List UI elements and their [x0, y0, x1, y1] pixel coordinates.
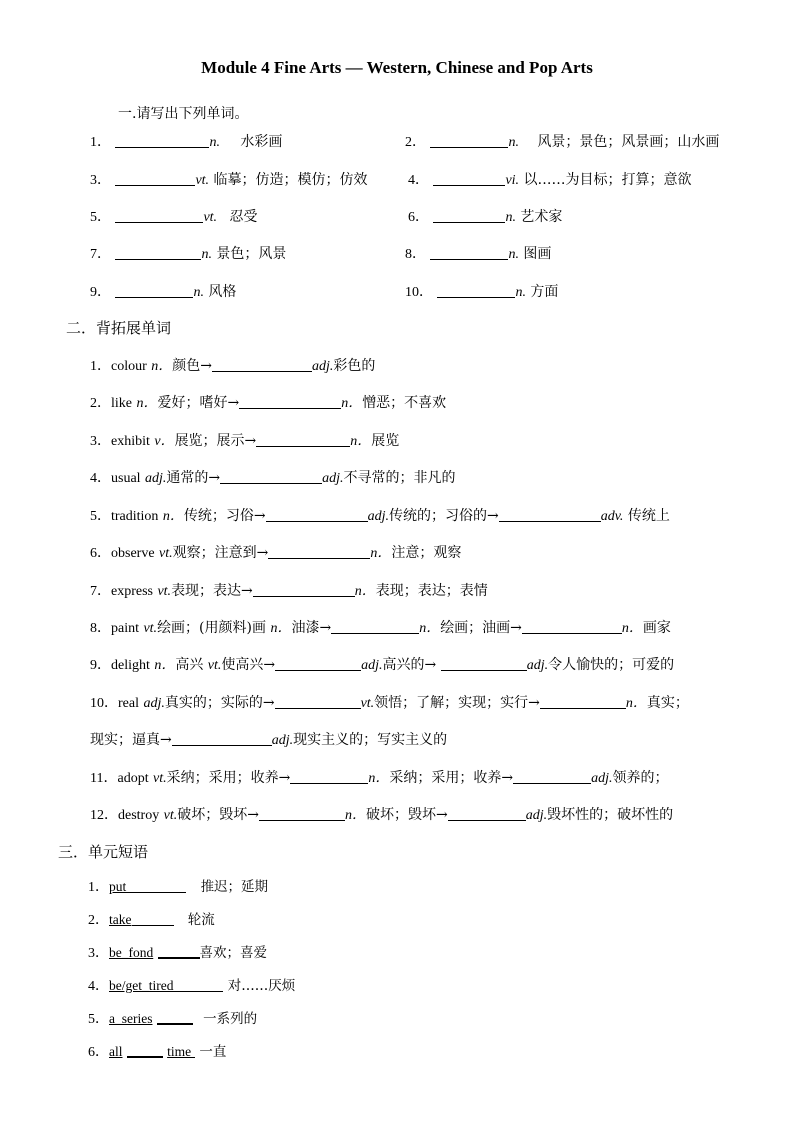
answer-blank[interactable] [448, 806, 526, 821]
answer-blank[interactable] [433, 171, 505, 186]
answer-blank[interactable] [115, 171, 195, 186]
section2-heading: 二．背拓展单词 [66, 319, 172, 337]
answer-blank[interactable] [115, 133, 209, 148]
s1-item-9: 9． n. 风格 [90, 284, 237, 300]
s2-item-10: 10．real adj.真实的；实际的→ vt.领悟；了解；实现；实行→ n．真实； [90, 695, 689, 711]
answer-blank[interactable] [239, 394, 341, 409]
s3-item-6: 6．all time 一直 [88, 1044, 227, 1060]
answer-blank[interactable] [275, 694, 361, 709]
page-title: Module 4 Fine Arts — Western, Chinese and Pop Arts [201, 58, 593, 77]
answer-blank[interactable] [115, 208, 203, 223]
s2-item-12: 12．destroy vt.破坏；毁坏→ n．破坏；毁坏→ adj.毁坏性的；破坏性的 [90, 807, 674, 823]
s1-item-3: 3． vt. 临摹；仿造；模仿；仿效 [90, 172, 368, 188]
answer-blank[interactable] [430, 245, 508, 260]
answer-blank[interactable] [220, 469, 322, 484]
s2-item-7: 7．express vt.表现；表达→ n．表现；表达；表情 [90, 583, 488, 599]
answer-blank[interactable] [256, 432, 350, 447]
s2-item-1: 1．colour n．颜色→ adj.彩色的 [90, 358, 376, 374]
answer-blank[interactable] [275, 656, 361, 671]
s2-item-11: 11．adopt vt.采纳；采用；收养→ n．采纳；采用；收养→ adj.领养的； [90, 770, 669, 786]
answer-blank[interactable] [259, 806, 345, 821]
s2-item-9: 9．delight n．高兴 vt.使高兴→ adj.高兴的→ adj.令人愉快的；可爱的 [90, 657, 675, 673]
s2-item-10-cont: 现实；逼真→ adj.现实主义的；写实主义的 [90, 732, 448, 748]
answer-blank[interactable] [441, 656, 527, 671]
answer-blank[interactable] [331, 619, 419, 634]
answer-blank[interactable] [126, 879, 186, 893]
s3-item-5: 5．a_series 一系列的 [88, 1011, 258, 1027]
s3-item-2: 2．take 轮流 [88, 912, 215, 928]
s1-item-4: 4． vi. 以……为目标；打算；意欲 [408, 172, 692, 188]
answer-blank[interactable] [430, 133, 508, 148]
s3-item-4: 4．be/get_tired 对……厌烦 [88, 978, 296, 994]
answer-blank[interactable] [513, 769, 591, 784]
answer-blank[interactable] [115, 283, 193, 298]
s1-item-7: 7． n. 景色；风景 [90, 246, 287, 262]
answer-blank[interactable] [266, 507, 368, 522]
s2-item-6: 6．observe vt.观察；注意到→ n．注意；观察 [90, 545, 462, 561]
s2-item-5: 5．tradition n．传统；习俗→ adj.传统的；习俗的→ adv. 传统上 [90, 508, 670, 524]
answer-blank[interactable] [115, 245, 201, 260]
s1-item-6: 6． n. 艺术家 [408, 209, 563, 225]
section1-heading: 一.请写出下列单词。 [118, 106, 249, 122]
s1-item-5: 5． vt. 忍受 [90, 209, 258, 225]
answer-blank[interactable] [522, 619, 622, 634]
answer-blank[interactable] [157, 1010, 193, 1025]
answer-blank[interactable] [173, 978, 223, 992]
answer-blank[interactable] [132, 912, 174, 926]
s2-item-3: 3．exhibit v．展览；展示→ n．展览 [90, 433, 400, 449]
s3-item-1: 1．put 推迟；延期 [88, 879, 269, 895]
s2-item-4: 4．usual adj.通常的→ adj.不寻常的；非凡的 [90, 470, 456, 486]
answer-blank[interactable] [540, 694, 626, 709]
s1-item-10: 10． n. 方面 [405, 284, 559, 300]
s1-item-1: 1． n. 水彩画 [90, 134, 283, 150]
answer-blank[interactable] [499, 507, 601, 522]
s1-item-2: 2． n. 风景；景色；风景画；山水画 [405, 134, 720, 150]
answer-blank[interactable] [172, 731, 272, 746]
s2-item-2: 2．like n．爱好；嗜好→ n．憎恶；不喜欢 [90, 395, 447, 411]
s3-item-3: 3．be_fond 喜欢；喜爱 [88, 945, 268, 961]
answer-blank[interactable] [268, 544, 370, 559]
section3-heading: 三．单元短语 [58, 843, 149, 861]
s2-item-8: 8．paint vt.绘画；(用颜料)画 n．油漆→ n．绘画；油画→ n．画家 [90, 620, 671, 636]
answer-blank[interactable] [212, 357, 312, 372]
s1-item-8: 8． n. 图画 [405, 246, 552, 262]
answer-blank[interactable] [290, 769, 368, 784]
answer-blank[interactable] [437, 283, 515, 298]
answer-blank[interactable] [127, 1043, 163, 1058]
answer-blank[interactable] [253, 582, 355, 597]
answer-blank[interactable] [433, 208, 505, 223]
answer-blank[interactable] [158, 944, 200, 959]
